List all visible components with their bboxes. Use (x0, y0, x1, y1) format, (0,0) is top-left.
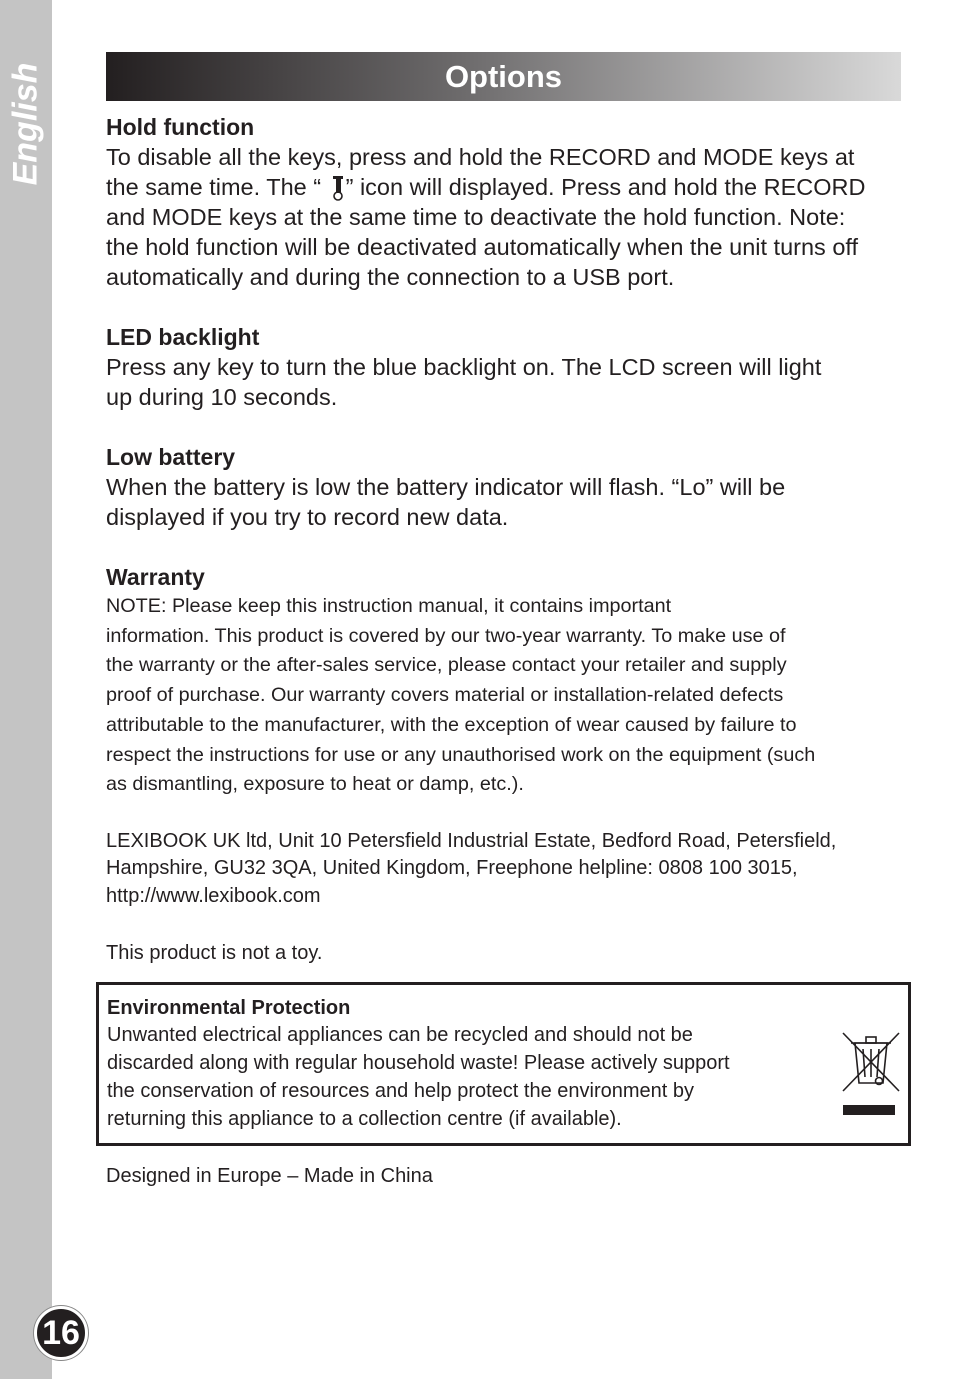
hold-line-1: To disable all the keys, press and hold the RECORD and MODE keys at (106, 144, 855, 170)
warranty-text (106, 592, 906, 800)
warranty-line: attributable to the manufacturer, with the exception of wear caused by failure to (106, 713, 797, 736)
environmental-body (107, 1021, 797, 1133)
hold-heading: Hold function (106, 114, 255, 140)
origin-note: Designed in Europe – Made in China (106, 1165, 433, 1187)
language-label: English (6, 62, 45, 186)
page-number: 16 (34, 1306, 88, 1360)
led-heading: LED backlight (106, 324, 260, 350)
address-line: LEXIBOOK UK ltd, Unit 10 Petersfield Industrial Estate, Bedford Road, Petersfield, (106, 829, 837, 852)
environmental-line: returning this appliance to a collection centre (if available). (107, 1108, 622, 1130)
hold-line-4: the hold function will be deactivated automatically when the unit turns off (106, 234, 859, 260)
main-content (106, 112, 906, 968)
page-title: Options (444, 58, 563, 94)
company-address (106, 828, 906, 911)
battery-line-2: displayed if you try to record new data. (106, 504, 509, 530)
environmental-heading: Environmental Protection (107, 997, 351, 1019)
led-text (106, 352, 906, 412)
warranty-line: the warranty or the after-sales service, please contact your retailer and supply (106, 654, 787, 677)
warranty-line: NOTE: Please keep this instruction manual, it contains important (106, 595, 672, 617)
warranty-line: respect the instructions for use or any unauthorised work on the equipment (such (106, 743, 816, 766)
environmental-text (107, 995, 797, 1133)
battery-line-1: When the battery is low the battery indicator will flash. “Lo” will be (106, 474, 786, 500)
hold-text (106, 142, 906, 292)
warranty-line: proof of purchase. Our warranty covers material or installation-related defects (106, 684, 784, 707)
environmental-line: the conservation of resources and help protect the environment by (107, 1080, 695, 1102)
led-line-2: up during 10 seconds. (106, 384, 338, 410)
toy-note: This product is not a toy. (106, 942, 323, 965)
hold-line-2b: ” icon will displayed. Press and hold the RECORD (345, 174, 866, 200)
environmental-box (96, 982, 911, 1146)
battery-text (106, 472, 906, 532)
language-sidebar (0, 0, 52, 1379)
crossed-out-bin-icon (839, 1029, 903, 1119)
hold-line-3: and MODE keys at the same time to deactivate the hold function. Note: (106, 204, 846, 230)
address-line: Hampshire, GU32 3QA, United Kingdom, Freephone helpline: 0808 100 3015, (106, 857, 798, 880)
title-bar (106, 52, 901, 101)
battery-heading: Low battery (106, 444, 236, 470)
warranty-heading: Warranty (106, 564, 205, 590)
warranty-line: information. This product is covered by our two-year warranty. To make use of (106, 624, 786, 647)
warranty-line: as dismantling, exposure to heat or damp, etc.). (106, 773, 524, 796)
environmental-line: Unwanted electrical appliances can be recycled and should not be (107, 1024, 693, 1046)
led-line-1: Press any key to turn the blue backlight on. The LCD screen will light (106, 354, 822, 380)
hold-line-2a: the same time. The “ (106, 174, 328, 200)
website-link[interactable]: http://www.lexibook.com (106, 884, 321, 907)
environmental-line: discarded along with regular household waste! Please actively support (107, 1052, 730, 1074)
hold-line-5: automatically and during the connection to a USB port. (106, 264, 675, 290)
hold-lock-icon (328, 175, 346, 201)
